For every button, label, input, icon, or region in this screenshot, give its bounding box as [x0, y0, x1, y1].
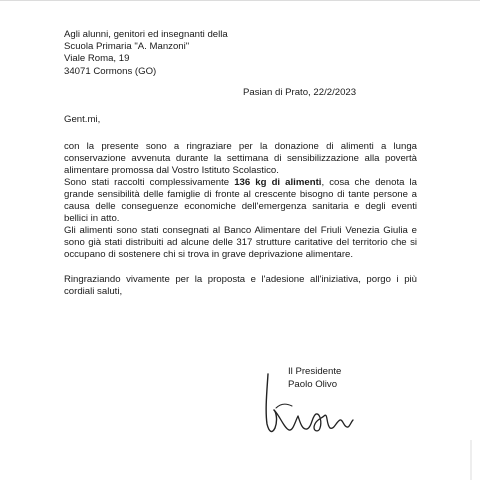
donation-amount: 136 kg di alimenti [234, 177, 322, 188]
body-text: , cosa che denota la grande sensibilità delle famiglie di fronte al crescente bisogno di tante persone a causa delle conseguenze economiche dell'emergenza sanitaria e degli eventi bellici in atto. [64, 177, 417, 224]
page-edge [470, 440, 472, 480]
recipient-address [64, 29, 228, 78]
letter-date: Pasian di Prato, 22/2/2023 [243, 87, 357, 98]
signer-title: Il Presidente [288, 366, 342, 377]
closing-paragraph: Ringraziando vivamente per la proposta e l'adesione all'iniziativa, porgo i più cordiali saluti, [64, 274, 417, 297]
body-paragraph [64, 177, 417, 225]
recipient-line: 34071 Cormons (GO) [64, 65, 157, 77]
salutation: Gent.mi, [64, 114, 101, 125]
recipient-line: Agli alunni, genitori ed insegnanti della [64, 29, 228, 40]
handwritten-signature [262, 372, 362, 462]
paragraph-gap [64, 261, 417, 274]
recipient-line: Scuola Primaria "A. Manzoni" [64, 41, 190, 53]
letter-body [64, 141, 417, 298]
body-paragraph: con la presente sono a ringraziare per la donazione di alimenti a lunga conservazione avvenuta durante la settimana di sensibilizzazione alla povertà alimentare promossa dal Vostro Istituto Scolastico. [64, 141, 417, 176]
top-divider [0, 0, 480, 1]
signer-name: Paolo Olivo [288, 378, 338, 390]
recipient-line: Viale Roma, 19 [64, 53, 130, 65]
body-paragraph: Gli alimenti sono stati consegnati al Banco Alimentare del Friuli Venezia Giulia e sono già stati distribuiti ad alcune delle 317 strutture caritative del territorio che si occupano di sostenere chi si trova in grave deprivazione alimentare. [64, 225, 417, 260]
body-text: Sono stati raccolti complessivamente [64, 177, 235, 188]
